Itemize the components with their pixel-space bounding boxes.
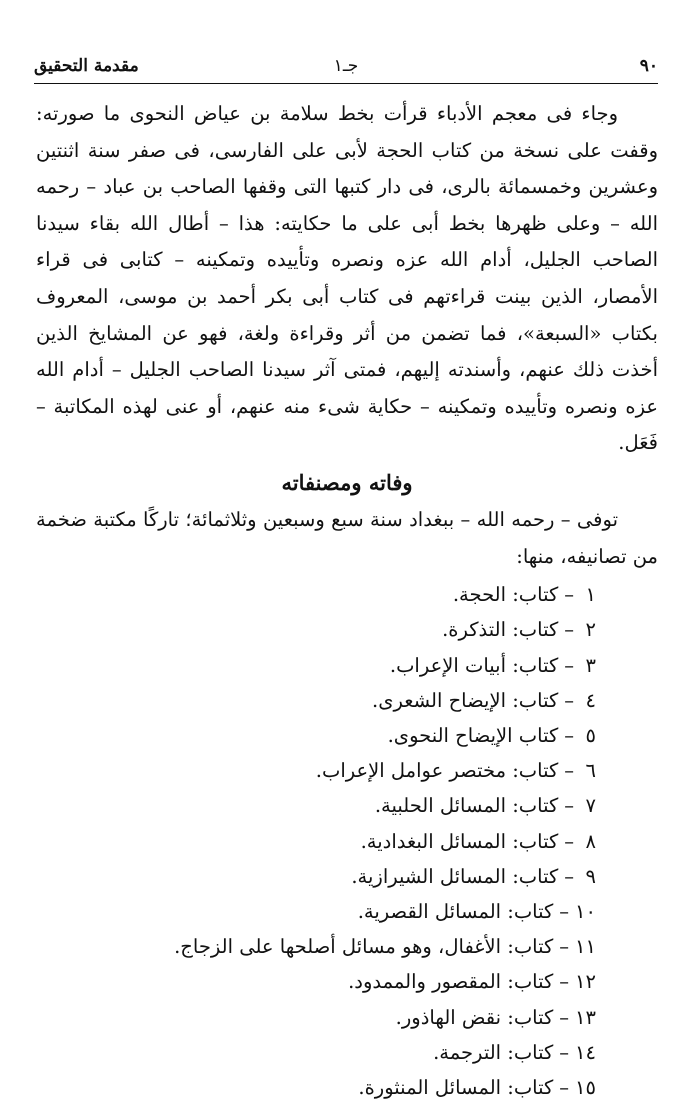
item-number: ٤ [585, 688, 596, 712]
list-item: ٥–كتاب الإيضاح النحوى. [36, 718, 596, 753]
item-number: ٨ [585, 829, 596, 853]
list-item: ١–كتاب: الحجة. [36, 577, 596, 612]
item-text: كتاب: الترجمة. [433, 1040, 554, 1064]
page-body [36, 96, 658, 1105]
header-rule [34, 83, 658, 84]
item-text: كتاب: أبيات الإعراب. [389, 653, 559, 677]
list-item: ٢–كتاب: التذكرة. [36, 612, 596, 647]
item-number: ١٥ [575, 1075, 596, 1099]
list-item: ٤–كتاب: الإيضاح الشعرى. [36, 683, 596, 718]
item-text: كتاب: الإيضاح الشعرى. [372, 688, 559, 712]
item-text: كتاب: التذكرة. [442, 618, 559, 642]
item-text: كتاب: المسائل المنثورة. [358, 1075, 554, 1099]
header-section-title: مقدمة التحقيق [34, 56, 139, 76]
item-number: ١ [585, 583, 596, 607]
list-item: ٣–كتاب: أبيات الإعراب. [36, 648, 596, 683]
item-number: ٥ [585, 723, 596, 747]
item-text: كتاب: المسائل الحلبية. [374, 794, 559, 818]
item-text: كتاب: المقصور والممدود. [348, 970, 554, 994]
list-item: ٦–كتاب: مختصر عوامل الإعراب. [36, 753, 596, 788]
section-heading: وفاته ومصنفاته [281, 469, 413, 495]
item-number: ١٠ [575, 899, 596, 923]
item-number: ٧ [585, 794, 596, 818]
list-item: ١١–كتاب: الأغفال، وهو مسائل أصلحها على الزجاج. [36, 929, 596, 964]
item-text: كتاب: المسائل الشيرازية. [351, 864, 559, 888]
list-item: ١٣–كتاب: نقض الهاذور. [36, 1000, 596, 1035]
item-text: كتاب الإيضاح النحوى. [387, 723, 559, 747]
item-text: كتاب: مختصر عوامل الإعراب. [315, 759, 559, 783]
list-item: ١٥–كتاب: المسائل المنثورة. [36, 1070, 596, 1105]
item-number: ١١ [575, 935, 596, 959]
list-item: ١٤–كتاب: الترجمة. [36, 1035, 596, 1070]
item-number: ٩ [585, 864, 596, 888]
item-text: كتاب: نقض الهاذور. [395, 1005, 554, 1029]
running-header [34, 56, 658, 84]
list-item: ٧–كتاب: المسائل الحلبية. [36, 788, 596, 823]
item-text: كتاب: الحجة. [452, 583, 559, 607]
list-item: ٨–كتاب: المسائل البغدادية. [36, 824, 596, 859]
item-text: كتاب: المسائل القصرية. [357, 899, 554, 923]
works-list [36, 577, 658, 1105]
list-item: ٩–كتاب: المسائل الشيرازية. [36, 859, 596, 894]
item-text: كتاب: المسائل البغدادية. [360, 829, 559, 853]
item-number: ٣ [585, 653, 596, 677]
paragraph-death: توفى – رحمه الله – ببغداد سنة سبع وسبعين وثلاثمائة؛ تاركًا مكتبة ضخمة من تصانيفه، منها: [36, 507, 658, 568]
item-number: ١٣ [575, 1005, 596, 1029]
list-item: ١٠–كتاب: المسائل القصرية. [36, 894, 596, 929]
header-volume: جـ١ [333, 56, 359, 76]
item-text: كتاب: الأغفال، وهو مسائل أصلحها على الزجاج. [174, 935, 554, 959]
paragraph-quote: وجاء فى معجم الأدباء قرأت بخط سلامة بن عياض النحوى ما صورته: وقفت على نسخة من كتاب الحجة لأبى على الفارسى، فى صفر سنة اثنتين وعشرين وخمسمائة بالرى، فى دار كتبها التى وقفها الصاحب بن عباد – رحمه الله – وعلى ظهرها بخط أبى على ما حكايته: هذا – أطال الله بقاء سيدنا الصاحب الجليل، أدام الله عزه ونصره وتأييده وتمكينه – كتابى فى قراء الأمصار، الذين بينت قراءتهم فى كتاب أبى بكر أحمد بن موسى، المعروف بكتاب «السبعة»، فما تضمن من أثر وقراءة ولغة، فهو عن المشايخ الذين أخذت ذلك عنهم، وأسندته إليهم، فمتى آثر سيدنا الصاحب الجليل – أدام الله عزه ونصره وتأييده وتمكينه – حكاية شىء منه عنهم، أو عنى لهذه المكاتبة – فَعَل. [36, 102, 658, 455]
list-item: ١٢–كتاب: المقصور والممدود. [36, 964, 596, 999]
item-number: ٦ [585, 759, 596, 783]
item-number: ١٢ [575, 970, 596, 994]
page-number: ٩٠ [639, 56, 658, 76]
item-number: ٢ [585, 618, 596, 642]
item-number: ١٤ [575, 1040, 596, 1064]
